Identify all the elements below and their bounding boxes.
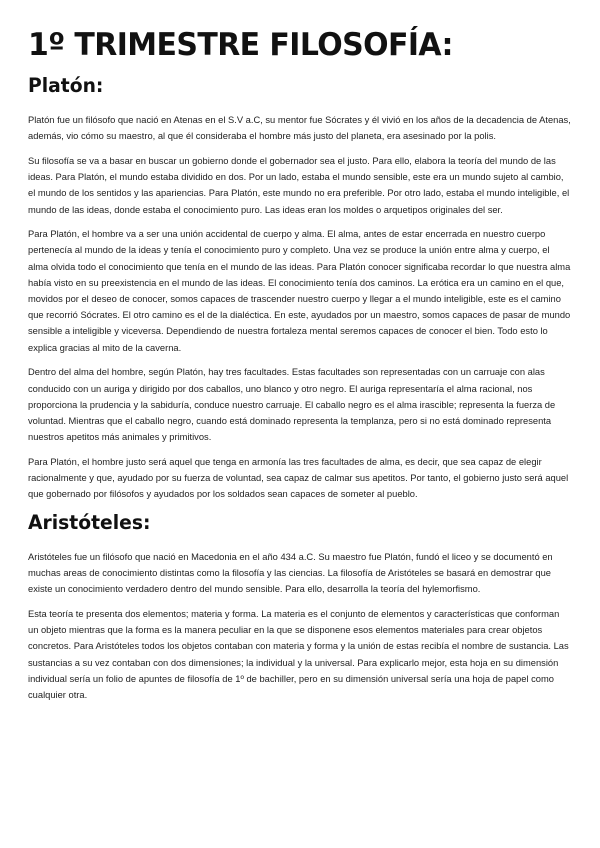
section-heading-platon: Platón: [28,74,104,97]
section-platon [28,74,572,502]
paragraph: Para Platón, el hombre va a ser una unión accidental de cuerpo y alma. El alma, antes de estar encerrada en nuestro cuerpo pertenecía al mundo de la ideas y tenía el conocimiento puro y completo. Una vez se produce la unión entre alma y cuerpo, el alma olvida todo el conocimiento que tenía en el mundo de las ideas. Para Platón conocer significaba recordar lo que nuestra alma había visto en su preexistencia en el mundo de las ideas. El conocimiento tenía dos caminos. La erótica era un camino en el que, movidos por el deseo de conocer, somos capaces de trascender nuestro cuerpo y llegar a el mundo inteligible, este es el camino que recorrió Sócrates. El otro camino es el de la dialéctica. En este, ayudados por un maestro, somos capaces de pasar de mundo sensible a inteligible y viceversa. Dependiendo de nuestra fortaleza mental seremos capaces de conocer el bien. Todo esto lo explica gracias al mito de la caverna. [28,229,571,353]
paragraph: Platón fue un filósofo que nació en Atenas en el S.V a.C, su mentor fue Sócrates y él vivió en los años de la decadencia de Atenas, además, vio cómo su maestro, al que él consideraba el hombre más justo del planeta, era asesinado por la polis. [28,115,571,142]
section-heading-aristoteles: Aristóteles: [28,510,151,534]
paragraph: Para Platón, el hombre justo será aquel que tenga en armonía las tres facultades de alma, es decir, que sea capaz de elegir racionalmente y que, ayudado por su fuerza de voluntad, sea capaz de calmar sus apetitos. Por tanto, el gobierno justo será aquel que gobernado por filósofos y ayudados por los soldados sean capaces de someter al pueblo. [28,456,569,500]
paragraph: Dentro del alma del hombre, según Platón, hay tres facultades. Estas facultades son representadas con un carruaje con alas conducido con un auriga y dirigido por dos caballos, uno blanco y otro negro. El auriga representaría el alma racional, nos proporciona la prudencia y la sabiduría, conduce nuestro carruaje. El caballo negro es el alma irascible; representa la fuerza de voluntad. Mientras que el caballo negro, cuando está dominado representa la templanza, pero si no está dominado representa nuestros apetitos más animales y primitivos. [28,367,556,443]
paragraph: Aristóteles fue un filósofo que nació en Macedonia en el año 434 a.C. Su maestro fue Platón, fundó el liceo y se documentó en muchas areas de conocimiento distintas como la filosofía y las ciencias. La filosofía de Aristóteles se basará en demostrar que existe un conocimiento verdadero dentro del mundo sensible. Para ello, desarrolla la teoría del hylemorfismo. [28,551,553,595]
page-title: 1º TRIMESTRE FILOSOFÍA: [28,27,453,63]
paragraph: Su filosofía se va a basar en buscar un gobierno donde el gobernador sea el justo. Para ello, elabora la teoría del mundo de las ideas. Para Platón, el mundo estaba dividido en dos. Por un lado, estaba el mundo sensible, este era un mundo sujeto al cambio, el mundo de los sentidos y las apariencias. Para Platón, este mundo no era preferible. Por otro lado, estaba el mundo inteligible, el mundo de las ideas, donde estaba el conocimiento puro. Las ideas eran los moldes o arquetipos originales del ser. [28,155,570,215]
paragraph: Esta teoría te presenta dos elementos; materia y forma. La materia es el conjunto de elementos y características que conforman un objeto mientras que la forma es la manera peculiar en la que se disponene esos elementos materiales para crear objetos concretos. Para Aristóteles todos los objetos contaban con materia y forma y la unión de estas recibía el nombre de sustancia. Las sustancias a su vez contaban con dos dimensiones; la individual y la universal. Para explicarlo mejor, esta hoja en su dimensión individual sería un folio de apuntes de filosofía de 1º de bachiller, pero en su dimensión universal sería una hoja de papel como cualquier otra. [28,609,569,701]
section-aristoteles [28,511,572,703]
